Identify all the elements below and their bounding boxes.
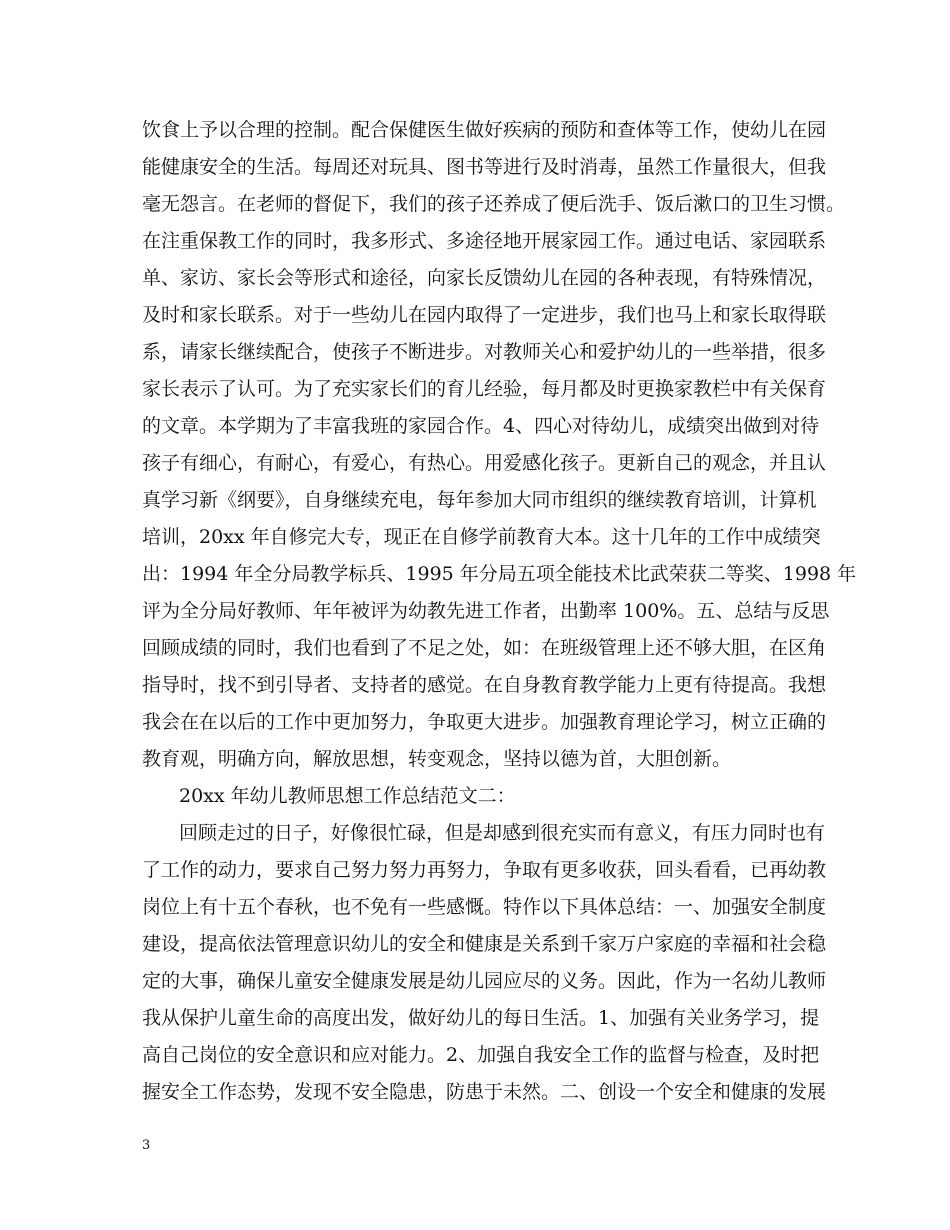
body-text-line: 在注重保教工作的同时，我多形式、多途径地开展家园工作。通过电话、家园联系 bbox=[142, 230, 827, 252]
body-text-line: 回顾成绩的同时，我们也看到了不足之处，如：在班级管理上还不够大胆，在区角 bbox=[142, 637, 827, 659]
body-text-line: 评为全分局好教师、年年被评为幼教先进工作者，出勤率 100%。五、总结与反思 bbox=[142, 600, 830, 622]
body-text-line: 建设，提高依法管理意识幼儿的安全和健康是关系到千家万户家庭的幸福和社会稳 bbox=[142, 933, 827, 955]
body-text-line: 高自己岗位的安全意识和应对能力。2、加强自我安全工作的监督与检查，及时把 bbox=[142, 1044, 820, 1066]
body-text-line: 家长表示了认可。为了充实家长们的育儿经验，每月都及时更换家教栏中有关保育 bbox=[142, 378, 827, 400]
body-text-line: 培训，20xx 年自修完大专，现正在自修学前教育大本。这十几年的工作中成绩突 bbox=[142, 526, 821, 548]
body-text-line: 及时和家长联系。对于一些幼儿在园内取得了一定进步，我们也马上和家长取得联 bbox=[142, 304, 827, 326]
body-text-line: 岗位上有十五个春秋，也不免有一些感慨。特作以下具体总结：一、加强安全制度 bbox=[142, 896, 827, 918]
body-text-line: 的文章。本学期为了丰富我班的家园合作。4、四心对待幼儿，成绩突出做到对待 bbox=[142, 415, 820, 437]
body-text-line: 系，请家长继续配合，使孩子不断进步。对教师关心和爱护幼儿的一些举措，很多 bbox=[142, 341, 827, 363]
body-text-line: 出：1994 年全分局教学标兵、1995 年分局五项全能技术比武荣获二等奖、1998 年 bbox=[142, 563, 857, 585]
body-text-line: 定的大事，确保儿童安全健康发展是幼儿园应尽的义务。因此，作为一名幼儿教师 bbox=[142, 970, 827, 992]
body-text-line: 我从保护儿童生命的高度出发，做好幼儿的每日生活。1、加强有关业务学习，提 bbox=[142, 1007, 820, 1029]
body-text-line: 单、家访、家长会等形式和途径，向家长反馈幼儿在园的各种表现，有特殊情况， bbox=[142, 267, 827, 289]
body-text-line: 指导时，找不到引导者、支持者的感觉。在自身教育教学能力上更有待提高。我想 bbox=[142, 674, 827, 696]
body-text-line: 饮食上予以合理的控制。配合保健医生做好疾病的预防和查体等工作，使幼儿在园 bbox=[142, 119, 827, 141]
page-number: 3 bbox=[142, 1138, 151, 1153]
body-text-line: 我会在在以后的工作中更加努力，争取更大进步。加强教育理论学习，树立正确的 bbox=[142, 711, 827, 733]
body-text-line: 握安全工作态势，发现不安全隐患，防患于未然。二、创设一个安全和健康的发展 bbox=[142, 1081, 827, 1103]
body-text-line: 毫无怨言。在老师的督促下，我们的孩子还养成了便后洗手、饭后漱口的卫生习惯。 bbox=[142, 193, 846, 215]
body-text-line: 能健康安全的生活。每周还对玩具、图书等进行及时消毒，虽然工作量很大，但我 bbox=[142, 156, 827, 178]
body-text-line: 孩子有细心，有耐心，有爱心，有热心。用爱感化孩子。更新自己的观念，并且认 bbox=[142, 452, 827, 474]
body-text-line: 教育观，明确方向，解放思想，转变观念，坚持以德为首，大胆创新。 bbox=[142, 748, 732, 770]
paragraph-first-line: 回顾走过的日子，好像很忙碌，但是却感到很充实而有意义，有压力同时也有 bbox=[179, 822, 826, 844]
body-text-line: 真学习新《纲要》，自身继续充电，每年参加大同市组织的继续教育培训，计算机 bbox=[142, 489, 817, 511]
section-heading: 20xx 年幼儿教师思想工作总结范文二： bbox=[179, 785, 516, 807]
body-text-line: 了工作的动力，要求自己努力努力再努力，争取有更多收获，回头看看，已再幼教 bbox=[142, 859, 827, 881]
